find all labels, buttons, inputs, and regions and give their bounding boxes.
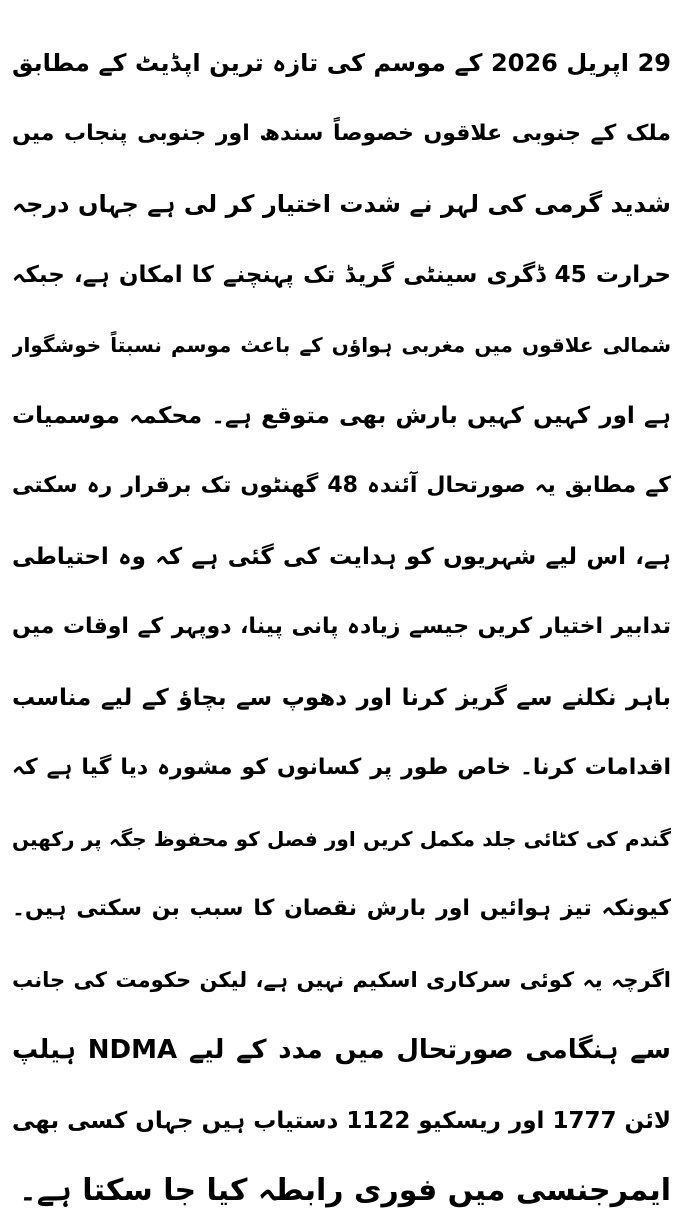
article-line-4: حرارت 45 ڈگری سینٹی گریڈ تک پہنچنے کا امکان ہے، جبکہ bbox=[12, 261, 671, 288]
article-line-6: ہے اور کہیں کہیں بارش بھی متوقع ہے۔ محکمہ موسمیات bbox=[12, 402, 671, 429]
article-line-11: اقدامات کرنا۔ خاص طور پر کسانوں کو مشورہ دیا گیا ہے کہ bbox=[12, 755, 671, 780]
article-line-7: کے مطابق یہ صورتحال آئندہ 48 گھنٹوں تک برقرار رہ سکتی bbox=[12, 473, 671, 498]
article-line-13: کیونکہ تیز ہوائیں اور بارش نقصان کا سبب بن سکتی ہیں۔ bbox=[12, 896, 671, 921]
article-line-10: باہر نکلنے سے گریز کرنا اور دھوپ سے بچاؤ کے لیے مناسب bbox=[12, 684, 671, 711]
article-line-16: لائن 1777 اور ریسکیو 1122 دستیاب ہیں جہاں کسی بھی bbox=[12, 1107, 671, 1134]
article-line-14: اگرچہ یہ کوئی سرکاری اسکیم نہیں ہے، لیکن حکومت کی جانب bbox=[12, 967, 671, 992]
article-line-15: سے ہنگامی صورتحال میں مدد کے لیے NDMA ہیلپ bbox=[12, 1035, 671, 1065]
article-line-17: ایمرجنسی میں فوری رابطہ کیا جا سکتا ہے۔ bbox=[19, 1173, 671, 1208]
article-line-3: شدید گرمی کی لہر نے شدت اختیار کر لی ہے جہاں درجہ bbox=[12, 190, 671, 218]
article-line-2: ملک کے جنوبی علاقوں خصوصاً سندھ اور جنوبی پنجاب میں bbox=[12, 120, 671, 146]
article-line-9: تدابیر اختیار کریں جیسے زیادہ پانی پینا، دوپہر کے اوقات میں bbox=[12, 614, 671, 639]
article-line-8: ہے، اس لیے شہریوں کو ہدایت کی گئی ہے کہ وہ احتیاطی bbox=[12, 543, 671, 570]
article-line-1: 29 اپریل 2026 کے موسم کی تازہ ترین اپڈیٹ کے مطابق bbox=[12, 49, 671, 77]
article-line-12: گندم کی کٹائی جلد مکمل کریں اور فصل کو محفوظ جگہ پر رکھیں bbox=[12, 826, 671, 851]
urdu-news-article bbox=[12, 28, 671, 1227]
article-line-5: شمالی علاقوں میں مغربی ہواؤں کے باعث موسم نسبتاً خوشگوار bbox=[12, 333, 671, 357]
